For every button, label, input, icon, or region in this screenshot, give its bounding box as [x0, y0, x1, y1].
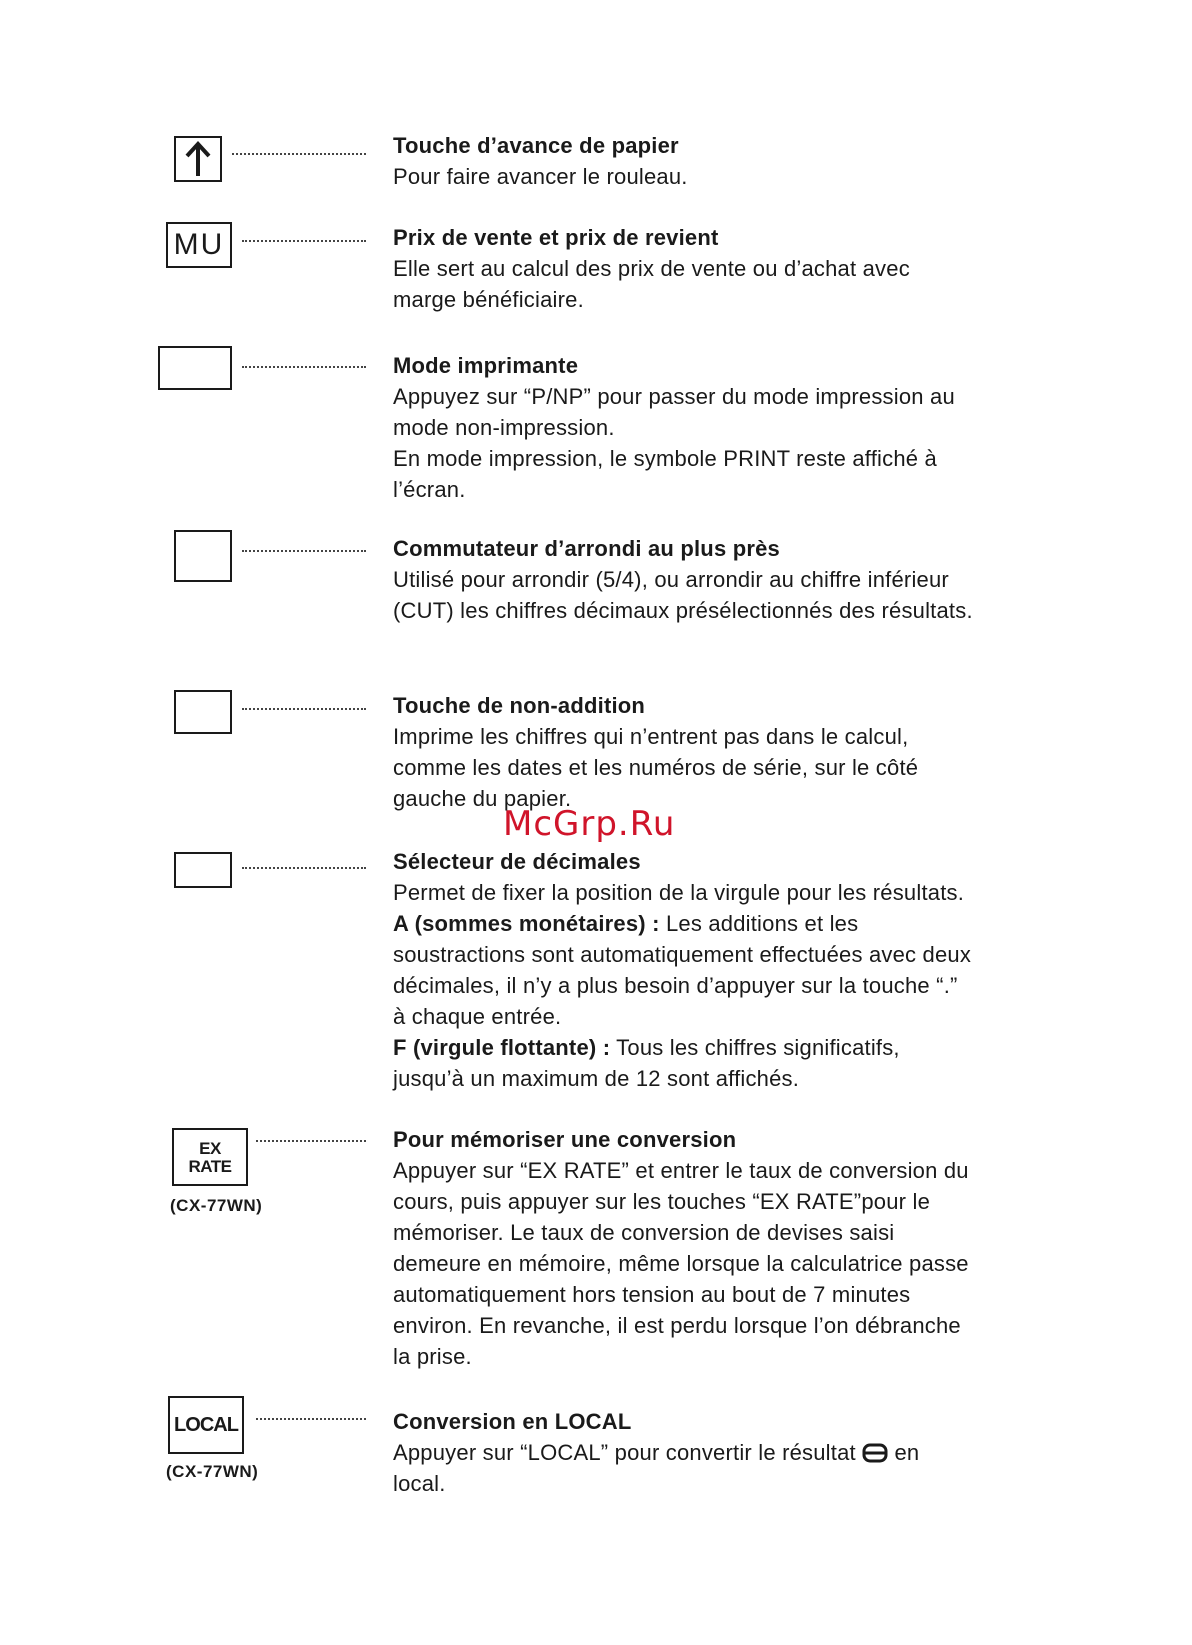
printer-mode-switch: [158, 346, 232, 390]
item-paragraph: Utilisé pour arrondir (5/4), ou arrondir au chiffre inférieur (CUT) les chiffres décimaux présélectionnés des résultats.: [393, 567, 973, 623]
item-paragraph: [393, 1437, 973, 1499]
option-f-paragraph: [393, 1032, 973, 1094]
item-paragraph: Permet de fixer la position de la virgule pour les résultats.: [393, 880, 965, 905]
item-title: Conversion en LOCAL: [393, 1409, 632, 1434]
item-paragraph: En mode impression, le symbole PRINT reste affiché à l’écran.: [393, 446, 937, 502]
model-label: (CX-77WN): [166, 1462, 259, 1481]
option-f-text: Tous les chiffres significatifs, jusqu’à un maximum de 12 sont affichés.: [393, 1035, 900, 1091]
local-description: [393, 1406, 973, 1499]
item-paragraph: Appuyer sur “EX RATE” et entrer le taux de conversion du cours, puis appuyer sur les touches “EX RATE”pour le mémoriser. Le taux de conversion de devises saisi demeure en mémoire, même lorsque la calculatrice passe automatiquement hors tension au bout de 7 minutes environ. En revanche, il est perdu lorsque l’on débranche la prise.: [393, 1158, 969, 1369]
printer-mode-description: [393, 350, 973, 505]
local-currency-icon: [862, 1443, 888, 1463]
item-title: Prix de vente et prix de revient: [393, 225, 719, 250]
ex-rate-key-label-line1: EX: [199, 1138, 221, 1158]
leader-line: [242, 366, 366, 368]
ex-rate-description: [393, 1124, 973, 1372]
decimal-selector: [174, 852, 232, 888]
mu-key: [166, 222, 232, 268]
leader-line: [242, 867, 366, 869]
local-text-before: Appuyer sur “LOCAL” pour convertir le résultat: [393, 1440, 863, 1465]
leader-line: [242, 550, 366, 552]
non-add-description: [393, 690, 973, 814]
leader-line: [256, 1418, 366, 1420]
item-paragraph: Pour faire avancer le rouleau.: [393, 164, 688, 189]
item-title: Touche d’avance de papier: [393, 133, 679, 158]
item-paragraph: Imprime les chiffres qui n’entrent pas dans le calcul, comme les dates et les numéros de série, sur le côté gauche du papier.: [393, 724, 919, 811]
item-title: Commutateur d’arrondi au plus près: [393, 536, 780, 561]
item-title: Mode imprimante: [393, 353, 579, 378]
item-title: Sélecteur de décimales: [393, 849, 641, 874]
decimal-selector-description: [393, 846, 973, 1094]
local-key: [168, 1396, 244, 1454]
watermark: McGrp.Ru: [503, 804, 676, 844]
leader-line: [256, 1140, 366, 1142]
ex-rate-key-label-line2: RATE: [188, 1156, 232, 1176]
paper-feed-description: [393, 130, 973, 192]
mu-key-label: MU: [173, 228, 225, 261]
option-a-paragraph: [393, 908, 973, 1032]
leader-line: [232, 153, 366, 155]
non-add-key: [174, 690, 232, 734]
local-text-after: en local.: [393, 1440, 920, 1496]
rounding-description: [393, 533, 973, 626]
option-f-label: F (virgule flottante) :: [393, 1035, 611, 1060]
local-key-label: LOCAL: [174, 1414, 238, 1436]
ex-rate-key: [172, 1128, 248, 1186]
option-a-label: A (sommes monétaires) :: [393, 911, 660, 936]
rounding-switch: [174, 530, 232, 582]
item-title: Touche de non-addition: [393, 693, 646, 718]
mu-description: [393, 222, 973, 315]
paper-feed-key: [174, 136, 222, 182]
item-paragraph: Appuyez sur “P/NP” pour passer du mode impression au mode non-impression.: [393, 384, 955, 440]
leader-line: [242, 240, 366, 242]
option-a-text: Les additions et les soustractions sont automatiquement effectuées avec deux décimales, il n’y a plus besoin d’appuyer sur la touche “.” à chaque entrée.: [393, 911, 972, 1029]
item-paragraph: Elle sert au calcul des prix de vente ou d’achat avec marge bénéficiaire.: [393, 256, 910, 312]
leader-line: [242, 708, 366, 710]
item-title: Pour mémoriser une conversion: [393, 1127, 737, 1152]
arrow-up-icon: [182, 140, 214, 178]
model-label: (CX-77WN): [170, 1196, 263, 1215]
